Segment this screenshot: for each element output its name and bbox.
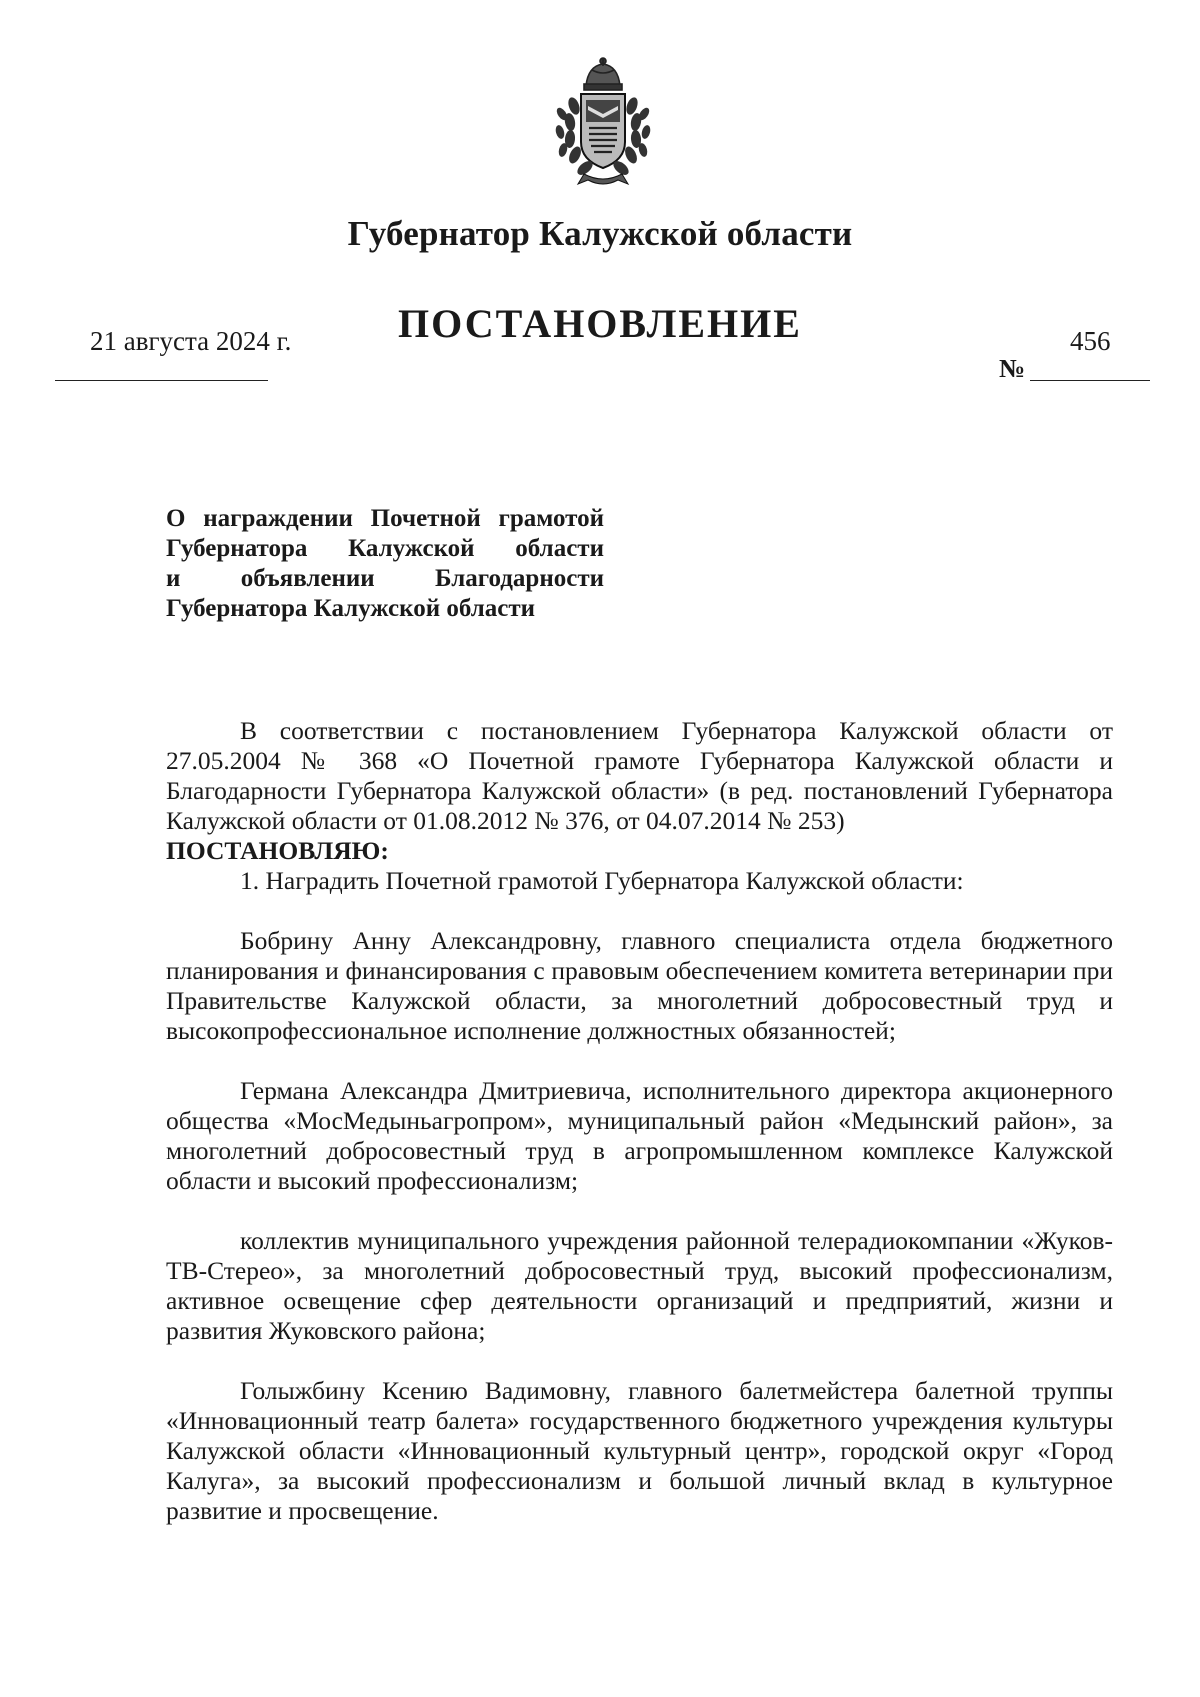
subject-line: Губернатора Калужской области bbox=[166, 535, 604, 562]
preamble-paragraph: В соответствии с постановлением Губернатора Калужской области от 27.05.2004 № 368 «О Почетной грамоте Губернатора Калужской области и Благодарности Губернатора Калужской области» (в ред. постановлений Губернатора Калужской области от 01.08.2012 № 376, от 04.07.2014 № 253) bbox=[166, 716, 1113, 835]
number-sign: № bbox=[999, 354, 1026, 383]
document-type-heading: ПОСТАНОВЛЕНИЕ bbox=[398, 301, 802, 346]
document-subject bbox=[166, 504, 604, 624]
awardee-paragraph: Бобрину Анну Александровну, главного специалиста отдела бюджетного планирования и финансирования с правовым обеспечением комитета ветеринарии при Правительстве Калужской области, за многолетний добросовестный труд и высокопрофессиональное исполнение должностных обязанностей; bbox=[166, 926, 1113, 1045]
subject-line: и объявлении Благодарности bbox=[166, 565, 604, 592]
document-body bbox=[166, 716, 1113, 1526]
awardee-paragraph: Германа Александра Дмитриевича, исполнительного директора акционерного общества «МосМедыньагропром», муниципальный район «Медынский район», за многолетний добросовестный труд в агропромышленном комплексе Калужской области и высокий профессионализм; bbox=[166, 1076, 1113, 1195]
subject-line: О награждении Почетной грамотой bbox=[166, 505, 604, 532]
date-underline bbox=[55, 380, 268, 381]
number-underline bbox=[1030, 380, 1150, 381]
issuing-authority: Губернатор Калужской области bbox=[347, 214, 853, 253]
awardee-paragraph: коллектив муниципального учреждения районной телерадиокомпании «Жуков-ТВ-Стерео», за многолетний добросовестный труд, высокий профессионализм, активное освещение сфер деятельности организаций и предприятий, жизни и развития Жуковского района; bbox=[166, 1226, 1113, 1345]
item-1-heading: 1. Наградить Почетной грамотой Губернатора Калужской области: bbox=[240, 866, 964, 895]
coat-of-arms-icon bbox=[548, 56, 658, 188]
subject-line: Губернатора Калужской области bbox=[166, 595, 536, 622]
document-date: 21 августа 2024 г. bbox=[90, 326, 292, 356]
document-number: 456 bbox=[1070, 326, 1111, 356]
decree-word: ПОСТАНОВЛЯЮ: bbox=[166, 836, 389, 865]
awardee-paragraph: Голыжбину Ксению Вадимовну, главного балетмейстера балетной труппы «Инновационный театр балета» государственного бюджетного учреждения культуры Калужской области «Инновационный культурный центр», городской округ «Город Калуга», за высокий профессионализм и большой личный вклад в культурное развитие и просвещение. bbox=[166, 1376, 1113, 1525]
